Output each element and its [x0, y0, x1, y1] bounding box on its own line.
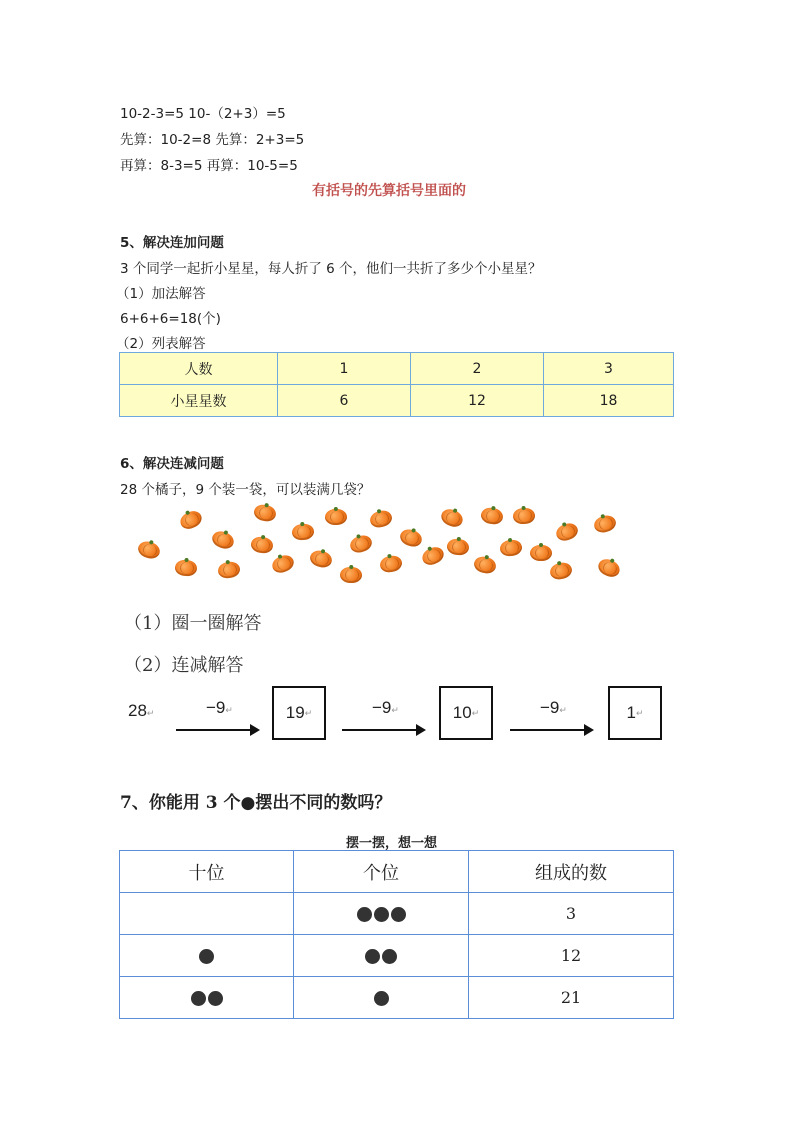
tens-dots-cell — [120, 935, 294, 977]
orange-icon — [250, 536, 274, 555]
table-cell: 人数 — [120, 353, 278, 385]
number-cell: 21 — [469, 977, 674, 1019]
table-row — [120, 977, 674, 1019]
section5-method1: （1）加法解答 — [116, 286, 206, 302]
table-cell: 小星星数 — [120, 385, 278, 417]
bead-dot-icon — [382, 949, 397, 964]
equation-line-2: 先算：10-2=8 先算：2+3=5 — [120, 132, 305, 148]
number-cell: 12 — [469, 935, 674, 977]
section7-heading: 7、你能用 3 个●摆出不同的数吗？ — [120, 793, 392, 813]
arrow-right-icon — [510, 729, 592, 731]
tens-dots-cell — [120, 977, 294, 1019]
bead-dot-icon — [374, 907, 389, 922]
flow-start-number: 28↵ — [128, 701, 155, 720]
orange-icon — [178, 508, 205, 532]
return-mark-icon: ↵ — [559, 705, 567, 715]
bead-dot-icon — [365, 949, 380, 964]
table-cell: 6 — [278, 385, 411, 417]
flow-op-1: −9↵ — [206, 698, 233, 717]
orange-icon — [217, 560, 241, 579]
section6-question: 28 个橘子，9 个装一袋，可以装满几袋？ — [120, 482, 371, 498]
result-box-3: 1 ↵ — [608, 686, 662, 740]
table-cell: 3 — [544, 353, 674, 385]
section6-heading: 6、解决连减问题 — [120, 456, 224, 472]
orange-icon — [308, 548, 333, 569]
orange-icon — [270, 552, 296, 575]
orange-icon — [253, 503, 278, 523]
orange-icon — [439, 506, 466, 529]
section6-method1: （1）圈一圈解答 — [124, 613, 262, 634]
place-value-table — [119, 850, 674, 1019]
flow-op-2: −9↵ — [372, 698, 399, 717]
orange-icon — [513, 507, 536, 524]
orange-icon — [325, 509, 347, 525]
orange-icon — [420, 544, 447, 568]
orange-icon — [530, 545, 552, 561]
ones-dots-cell — [294, 935, 469, 977]
section5-method2: （2）列表解答 — [116, 336, 206, 352]
table-row — [120, 893, 674, 935]
bead-dot-icon — [191, 991, 206, 1006]
orange-icon — [136, 539, 162, 561]
section5-question: 3 个同学一起折小星星，每人折了 6 个，他们一共折了多少个小星星？ — [120, 261, 542, 277]
tens-dots-cell — [120, 893, 294, 935]
orange-icon — [480, 506, 504, 526]
bracket-rule-hint: 有括号的先算括号里面的 — [312, 183, 466, 199]
bead-dot-icon — [357, 907, 372, 922]
return-mark-icon: ↵ — [471, 707, 480, 718]
orange-icon — [472, 555, 497, 576]
orange-icon — [368, 509, 393, 530]
header-ones: 个位 — [294, 851, 469, 893]
table-cell: 18 — [544, 385, 674, 417]
return-mark-icon: ↵ — [391, 705, 399, 715]
return-mark-icon: ↵ — [146, 708, 155, 718]
arrow-right-icon — [342, 729, 424, 731]
table-cell: 2 — [411, 353, 544, 385]
orange-icon — [340, 567, 363, 584]
orange-icon — [291, 523, 314, 541]
equation-line-1: 10-2-3=5 10-（2+3）=5 — [120, 106, 286, 122]
table-header-row — [120, 851, 674, 893]
orange-icon — [174, 559, 197, 576]
table-row — [120, 385, 674, 417]
header-tens: 十位 — [120, 851, 294, 893]
section7-caption: 摆一摆，想一想 — [346, 836, 438, 851]
orange-icon — [210, 529, 236, 552]
return-mark-icon: ↵ — [304, 707, 313, 718]
orange-icon — [596, 556, 623, 580]
table-cell: 1 — [278, 353, 411, 385]
section5-heading: 5、解决连加问题 — [120, 235, 224, 251]
orange-icon — [446, 538, 470, 556]
table-cell: 12 — [411, 385, 544, 417]
orange-icon — [398, 527, 424, 549]
return-mark-icon: ↵ — [225, 705, 233, 715]
orange-icon — [554, 521, 580, 544]
bead-dot-icon — [199, 949, 214, 964]
equation-line-3: 再算：8-3=5 再算：10-5=5 — [120, 158, 298, 174]
ones-dots-cell — [294, 977, 469, 1019]
star-count-table — [119, 352, 674, 417]
flow-op-3: −9↵ — [540, 698, 567, 717]
orange-icon — [499, 539, 523, 558]
orange-icon — [592, 513, 618, 534]
bead-dot-icon — [208, 991, 223, 1006]
bead-dot-icon — [374, 991, 389, 1006]
result-box-2: 10 ↵ — [439, 686, 493, 740]
section5-equation: 6+6+6=18(个) — [120, 311, 221, 327]
ones-dots-cell — [294, 893, 469, 935]
result-box-1: 19 ↵ — [272, 686, 326, 740]
table-row — [120, 935, 674, 977]
bead-dot-icon — [391, 907, 406, 922]
orange-icon — [548, 561, 573, 582]
number-cell: 3 — [469, 893, 674, 935]
arrow-right-icon — [176, 729, 258, 731]
orange-icon — [379, 554, 404, 574]
header-number: 组成的数 — [469, 851, 674, 893]
section6-method2: （2）连减解答 — [124, 655, 244, 676]
table-row — [120, 353, 674, 385]
orange-icon — [348, 533, 374, 555]
return-mark-icon: ↵ — [635, 707, 644, 718]
